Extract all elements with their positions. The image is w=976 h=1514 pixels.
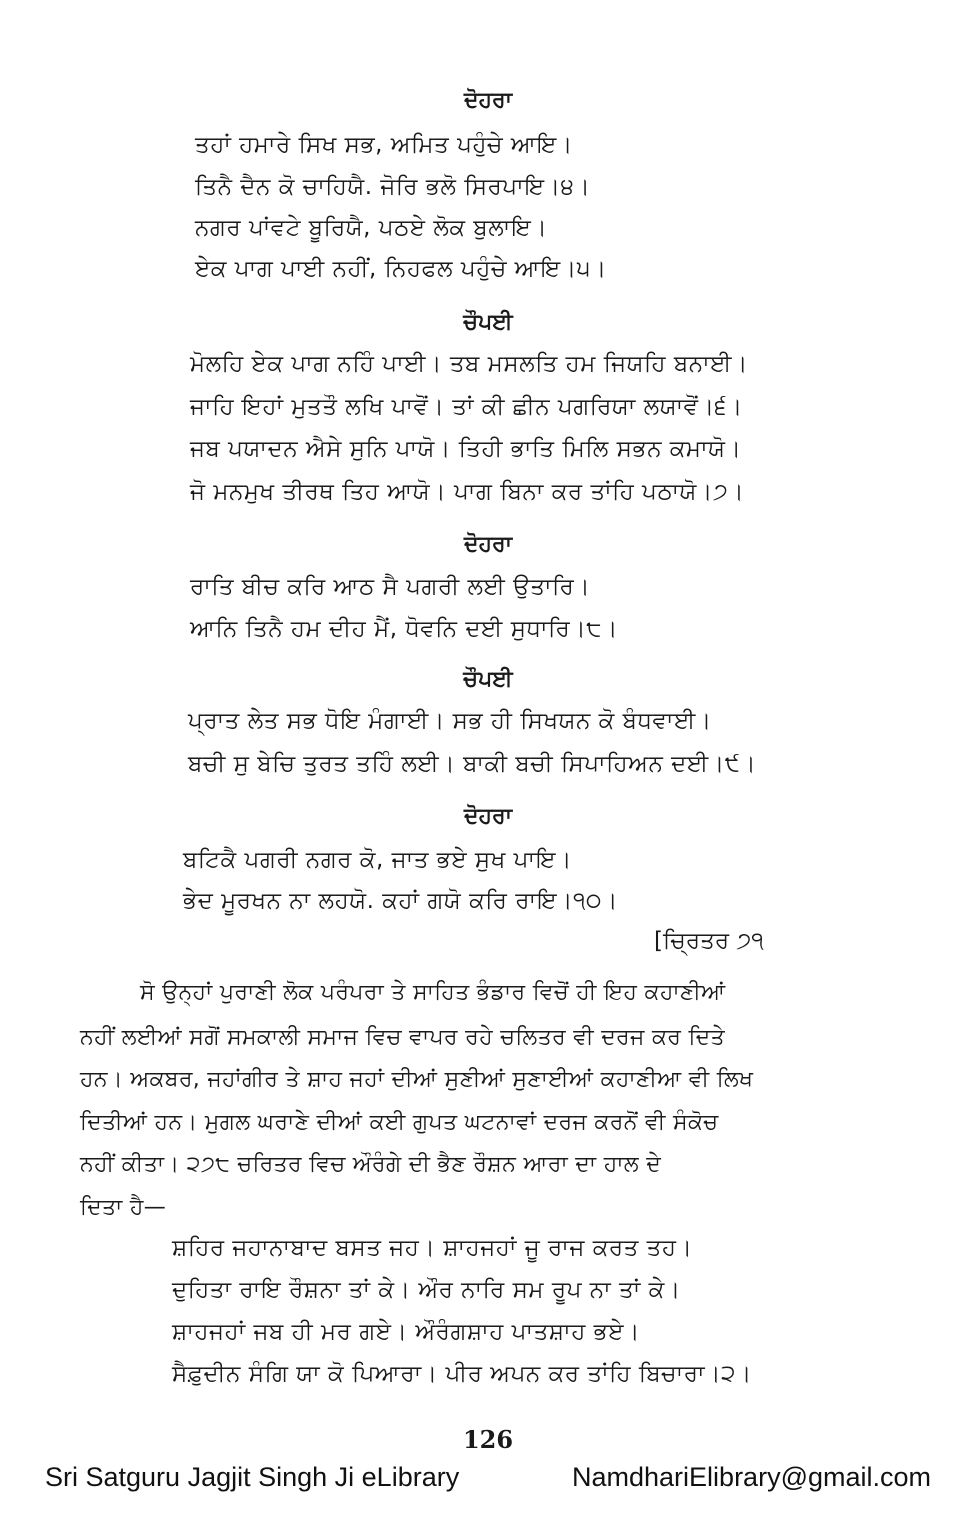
quote-line: ਦੁਹਿਤਾ ਰਾਇ ਰੌਸ਼ਨਾ ਤਾਂ ਕੇ। ਔਰ ਨਾਰਿ ਸਮ ਰੂਪ ਨਾ ਤਾਂ ਕੇ। — [172, 1277, 681, 1303]
quote-line: ਸ਼ਾਹਜਹਾਂ ਜਬ ਹੀ ਮਰ ਗਏ। ਔਰੰਗਸ਼ਾਹ ਪਾਤਸ਼ਾਹ ਭਏ। — [172, 1319, 641, 1345]
section-heading-dohra: ਦੋਹਰਾ — [463, 88, 512, 113]
section-heading-dohra: ਦੋਹਰਾ — [463, 532, 512, 557]
footer-library-name: Sri Satguru Jagjit Singh Ji eLibrary — [45, 1462, 460, 1492]
verse-line: ਆਨਿ ਤਿਨੈ ਹਮ ਦੀਹ ਮੈਂ, ਧੋਵਨਿ ਦਈ ਸੁਧਾਰਿ।੮। — [190, 616, 618, 642]
verse-line: ਏਕ ਪਾਗ ਪਾਈ ਨਹੀਂ, ਨਿਹਫਲ ਪਹੁੰਚੇ ਆਇ।੫। — [195, 256, 607, 282]
verse-line: ਰਾਤਿ ਬੀਚ ਕਰਿ ਆਠ ਸੈ ਪਗਰੀ ਲਈ ਉਤਾਰਿ। — [190, 574, 591, 600]
section-heading-chaupai: ਚੌਪਈ — [463, 310, 513, 335]
verse-line: ਨਗਰ ਪਾਂਵਟੇ ਬੂਰਿਯੈ, ਪਠਏ ਲੋਕ ਬੁਲਾਇ। — [195, 215, 548, 241]
paragraph-line: ਦਿਤਾ ਹੈ— — [80, 1195, 167, 1220]
quote-line: ਸੈਫ਼ੁਦੀਨ ਸੰਗਿ ਯਾ ਕੋ ਪਿਆਰਾ। ਪੀਰ ਅਪਨ ਕਰ ਤਾਂਹਿ ਬਿਚਾਰਾ।੨। — [172, 1361, 752, 1387]
verse-line: ਤਹਾਂ ਹਮਾਰੇ ਸਿਖ ਸਭ, ਅਮਿਤ ਪਹੁੰਚੇ ਆਇ। — [195, 132, 573, 158]
paragraph-line: ਹਨ। ਅਕਬਰ, ਜਹਾਂਗੀਰ ਤੇ ਸ਼ਾਹ ਜਹਾਂ ਦੀਆਂ ਸੁਣੀਆਂ ਸੁਣਾਈਆਂ ਕਹਾਣੀਆ ਵੀ ਲਿਖ — [80, 1067, 754, 1092]
verse-line: ਬਚੀ ਸੁ ਬੇਚਿ ਤੁਰਤ ਤਹਿੰ ਲਈ। ਬਾਕੀ ਬਚੀ ਸਿਪਾਹਿਅਨ ਦਈ।੯। — [188, 751, 757, 777]
section-heading-chaupai: ਚੌਪਈ — [463, 667, 513, 692]
section-heading-dohra: ਦੋਹਰਾ — [463, 804, 512, 829]
quote-line: ਸ਼ਹਿਰ ਜਹਾਨਾਬਾਦ ਬਸਤ ਜਹ। ਸ਼ਾਹਜਹਾਂ ਜੂ ਰਾਜ ਕਰਤ ਤਹ। — [172, 1235, 693, 1261]
verse-line: ਭੇਦ ਮੂਰਖਨ ਨਾ ਲਹਯੋ. ਕਹਾਂ ਗਯੋ ਕਰਿ ਰਾਇ।੧੦। — [183, 888, 619, 914]
verse-line: ਜੋ ਮਨਮੁਖ ਤੀਰਥ ਤਿਹ ਆਯੋ। ਪਾਗ ਬਿਨਾ ਕਰ ਤਾਂਹਿ ਪਠਾਯੋ।੭। — [190, 479, 745, 505]
charitar-reference: [ਚ੍ਰਿਤਰ ੭੧ — [654, 928, 764, 954]
paragraph-line: ਨਹੀਂ ਕੀਤਾ। ੨੭੮ ਚਰਿਤਰ ਵਿਚ ਔਰੰਗੇ ਦੀ ਭੈਣ ਰੌਸ਼ਨ ਆਰਾ ਦਾ ਹਾਲ ਦੇ — [80, 1152, 662, 1177]
paragraph-line: ਦਿਤੀਆਂ ਹਨ। ਮੁਗਲ ਘਰਾਣੇ ਦੀਆਂ ਕਈ ਗੁਪਤ ਘਟਨਾਵਾਂ ਦਰਜ ਕਰਨੋਂ ਵੀ ਸੰਕੋਚ — [80, 1110, 719, 1135]
verse-line: ਜਾਹਿ ਇਹਾਂ ਮੁਤਤੌ ਲਖਿ ਪਾਵੋਂ। ਤਾਂ ਕੀ ਛੀਨ ਪਗਰਿਯਾ ਲਯਾਵੋਂ।੬। — [190, 394, 743, 420]
page-number: 126 — [462, 1425, 514, 1454]
verse-line: ਬਟਿਕੈ ਪਗਰੀ ਨਗਰ ਕੋ, ਜਾਤ ਭਏ ਸੁਖ ਪਾਇ। — [183, 847, 573, 873]
verse-line: ਪ੍ਰਾਤ ਲੇਤ ਸਭ ਧੋਇ ਮੰਗਾਈ। ਸਭ ਹੀ ਸਿਖਯਨ ਕੋ ਬੰਧਵਾਈ। — [188, 708, 712, 734]
paragraph-line: ਸੋ ਉਨ੍ਹਾਂ ਪੁਰਾਣੀ ਲੋਕ ਪਰੰਪਰਾ ਤੇ ਸਾਹਿਤ ਭੰਡਾਰ ਵਿਚੋਂ ਹੀ ਇਹ ਕਹਾਣੀਆਂ — [140, 980, 726, 1005]
verse-line: ਤਿਨੈ ਦੈਨ ਕੋ ਚਾਹਿਯੈ. ਜੋਰਿ ਭਲੋ ਸਿਰਪਾਇ।੪। — [195, 174, 591, 200]
verse-line: ਮੋਲਹਿ ਏਕ ਪਾਗ ਨਹਿੰ ਪਾਈ। ਤਬ ਮਸਲਤਿ ਹਮ ਜਿਯਹਿ ਬਨਾਈ। — [190, 351, 749, 377]
paragraph-line: ਨਹੀਂ ਲਈਆਂ ਸਗੋਂ ਸਮਕਾਲੀ ਸਮਾਜ ਵਿਚ ਵਾਪਰ ਰਹੇ ਚਲਿਤਰ ਵੀ ਦਰਜ ਕਰ ਦਿਤੇ — [80, 1025, 725, 1050]
footer-email: NamdhariElibrary@gmail.com — [572, 1462, 932, 1492]
verse-line: ਜਬ ਪਯਾਦਨ ਐਸੇ ਸੁਨਿ ਪਾਯੋ। ਤਿਹੀ ਭਾਤਿ ਮਿਲਿ ਸਭਨ ਕਮਾਯੋ। — [190, 436, 742, 462]
